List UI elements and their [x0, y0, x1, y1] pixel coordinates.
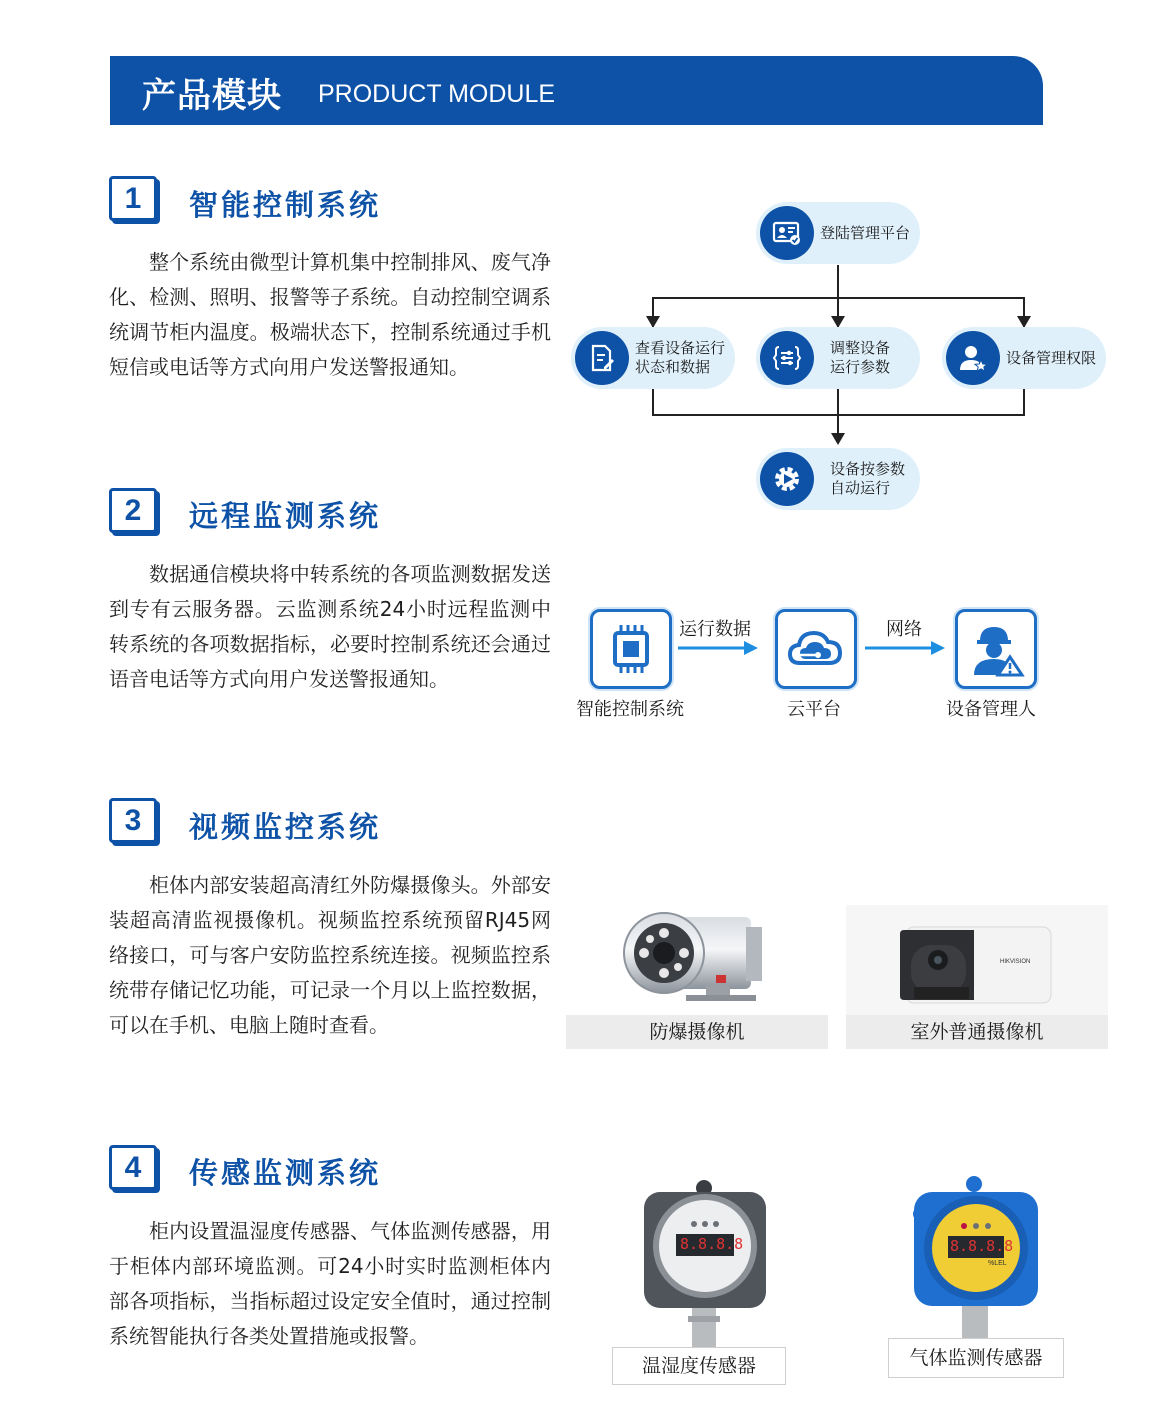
arrow-down-icon — [831, 433, 845, 447]
camera-brand: HIKVISION — [1000, 959, 1031, 965]
flow-node-label: 设备管理权限 — [1006, 348, 1097, 367]
sensor-caption-2: 气体监测传感器 — [888, 1338, 1064, 1378]
flow-node-label: 设备按参数 自动运行 — [830, 460, 906, 497]
section-title-2: 远程监测系统 — [189, 499, 382, 533]
temp-humidity-sensor-image — [636, 1176, 776, 1356]
flow-node-permissions — [942, 327, 1106, 389]
arrow-label-data: 运行数据 — [679, 619, 751, 640]
node-label-manager: 设备管理人 — [946, 699, 1036, 720]
section-number-1: 1 — [109, 176, 157, 221]
page-title-en: PRODUCT MODULE — [318, 80, 556, 108]
flow-node-label: 调整设备 运行参数 — [830, 339, 891, 376]
flow-node-auto-run — [756, 448, 920, 510]
camera-explosion-proof-image — [566, 905, 828, 1015]
connector — [837, 265, 839, 297]
cloud-icon — [786, 619, 846, 679]
document-edit-icon — [575, 331, 629, 385]
section-number-3: 3 — [109, 798, 157, 843]
chip-icon — [601, 619, 661, 679]
worker-warning-icon — [966, 619, 1026, 679]
section-text-2: 数据通信模块将中转系统的各项监测数据发送到专有云服务器。云监测系统24小时远程监测中转系统的各项数据指标，必要时控制系统还会通过语音电话等方式向用户发送警报通知。 — [109, 562, 551, 691]
flow-node-adjust-params — [756, 327, 920, 389]
flow-box-manager — [955, 609, 1037, 689]
header-banner — [110, 56, 1043, 125]
sensor-caption-1: 温湿度传感器 — [612, 1347, 786, 1385]
connector — [1023, 389, 1025, 415]
camera-outdoor-image — [846, 905, 1108, 1015]
node-label-control: 智能控制系统 — [576, 699, 684, 720]
arrow-label-network: 网络 — [886, 619, 922, 640]
user-star-icon — [946, 331, 1000, 385]
camera-caption-1: 防爆摄像机 — [566, 1015, 828, 1049]
gas-sensor-display: 8.8.8.8 — [950, 1237, 1014, 1255]
flow-node-view-status — [571, 327, 735, 389]
flow-node-login — [756, 202, 920, 264]
gear-play-icon — [760, 452, 814, 506]
id-card-icon — [760, 206, 814, 260]
section-title-4: 传感监测系统 — [189, 1156, 382, 1190]
gas-sensor-image — [906, 1174, 1046, 1350]
section-number-2: 2 — [109, 488, 157, 533]
arrow-right-icon — [865, 641, 945, 655]
page-title: 产品模块 — [142, 76, 282, 116]
flow-node-label: 查看设备运行 状态和数据 — [635, 339, 726, 376]
camera-caption-2: 室外普通摄像机 — [846, 1015, 1108, 1049]
section-text-4: 柜内设置温湿度传感器、气体监测传感器，用于柜体内部环境监测。可24小时实时监测柜体内部各项指标，当指标超过设定安全值时，通过控制系统智能执行各类处置措施或报警。 — [109, 1219, 551, 1348]
gas-sensor-unit: %LEL — [988, 1260, 1007, 1267]
flow-node-label: 登陆管理平台 — [820, 223, 911, 242]
flow-box-cloud — [775, 609, 857, 689]
flow-box-control — [590, 609, 672, 689]
node-label-cloud: 云平台 — [787, 699, 841, 720]
sensor-display: 8.8.8.8 — [680, 1235, 744, 1253]
section-title-3: 视频监控系统 — [189, 810, 382, 844]
section-text-1: 整个系统由微型计算机集中控制排风、废气净化、检测、照明、报警等子系统。自动控制空调系统调节柜内温度。极端状态下，控制系统通过手机短信或电话等方式向用户发送警报通知。 — [109, 250, 551, 379]
settings-sliders-icon — [760, 331, 814, 385]
connector — [652, 414, 1025, 416]
section-number-4: 4 — [109, 1145, 157, 1190]
section-text-3: 柜体内部安装超高清红外防爆摄像头。外部安装超高清监视摄像机。视频监控系统预留RJ45网络接口，可与客户安防监控系统连接。视频监控系统带存储记忆功能，可记录一个月以上监控数据，可以在手机、电脑上随时查看。 — [109, 873, 551, 1037]
section-title-1: 智能控制系统 — [189, 188, 382, 222]
arrow-right-icon — [678, 641, 758, 655]
connector — [652, 389, 654, 415]
